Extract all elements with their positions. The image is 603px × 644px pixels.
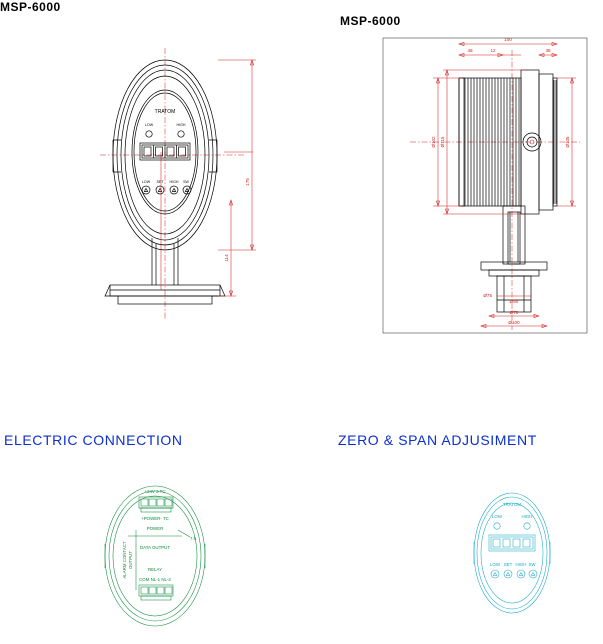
zs-brand-label: TRATOM (502, 502, 522, 507)
front-btn-low-label: LOW (141, 180, 151, 184)
front-led-low-label: LOW (144, 123, 154, 127)
dim-d75: Ø75 (483, 293, 492, 298)
front-led-high-label: HIGH (176, 123, 186, 127)
zs-button-low (491, 570, 499, 578)
dim-114: 114 (224, 254, 229, 262)
ec-relay-pins-label: COM NL-1 NL-2 (139, 577, 171, 582)
front-btn-set-label: SET (156, 180, 164, 184)
ec-power-label: POWER (146, 526, 164, 531)
ec-alarm-contact-label: ALARM CONTACT (122, 541, 127, 579)
front-brand-label: TRATOM (154, 109, 176, 115)
front-btn-high-label: HIGH (169, 180, 179, 184)
ec-alarm-output-label: OUTPUT (128, 550, 133, 570)
ec-data-output-label: DATA OUTPUT (139, 545, 171, 550)
zero-span-title: ZERO & SPAN ADJUSIMENT (338, 432, 537, 448)
electric-connection-title: ELECTRIC CONNECTION (4, 432, 183, 448)
zs-led-low-label: LOW (491, 514, 503, 519)
zs-button-high (517, 570, 525, 578)
dim-175: 175 (245, 178, 250, 186)
zs-led-low-indicator (494, 523, 500, 529)
zs-led-high-indicator (524, 523, 530, 529)
zs-button-set (504, 570, 512, 578)
ec-relay-label: RELAY (147, 567, 163, 572)
dim-d70: Ø70 (509, 310, 519, 315)
dim-100-top: 100 (504, 37, 512, 42)
side-view-title: MSP-6000 (340, 14, 401, 28)
dim-d115: Ø115 (440, 136, 445, 148)
zs-button-sw (529, 570, 537, 578)
front-view-title: MSP-6000 (0, 0, 61, 14)
zs-btn-sw-label: SW (528, 562, 536, 567)
zs-btn-high-label: HIGH (515, 562, 527, 567)
dim-d105: Ø105 (565, 136, 570, 148)
zs-btn-low-label: LOW (489, 562, 501, 567)
dim-12: 12 (490, 48, 496, 53)
front-btn-sw-label: SW (183, 180, 189, 184)
dim-38: 38 (545, 48, 551, 53)
ec-power-terminal-label: +POWER- TC (141, 516, 169, 521)
dim-d100-bottom: Ø100 (508, 320, 520, 325)
zs-led-high-label: HIGH (521, 514, 533, 519)
ec-power-pins-label: +24V 3 TC (144, 489, 166, 494)
ec-note-76: 7.6 (189, 536, 197, 541)
dim-48: 48 (467, 48, 473, 53)
dim-d80: Ø80 (509, 299, 519, 304)
dim-d102: Ø102 (431, 136, 436, 148)
zs-btn-set-label: SET (503, 562, 513, 567)
